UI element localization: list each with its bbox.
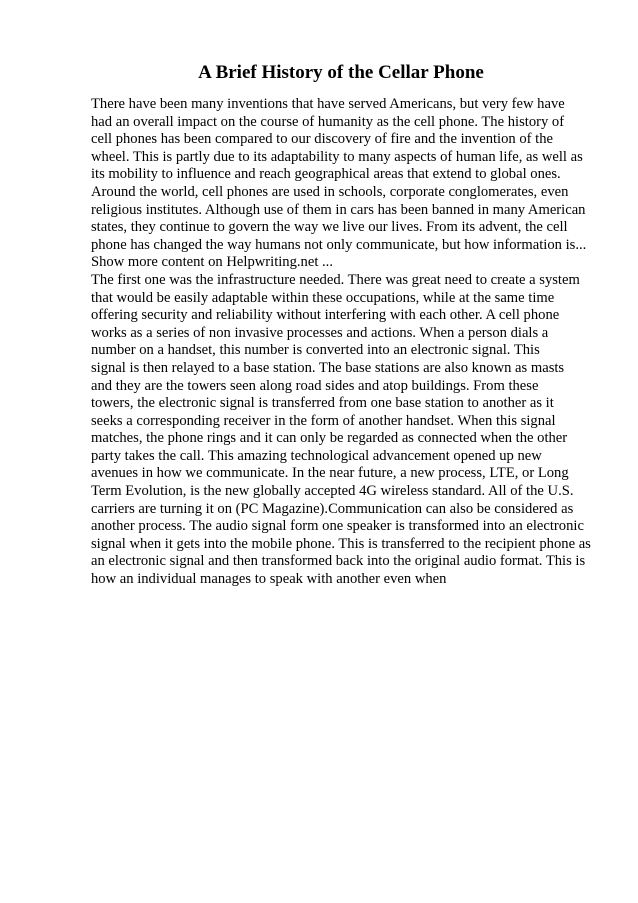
body-line: number on a handset, this number is converted into an electronic signal. This xyxy=(91,342,540,359)
document-body xyxy=(91,96,611,589)
show-more-line: Show more content on Helpwriting.net ... xyxy=(91,254,333,271)
body-line: and they are the towers seen along road sides and atop buildings. From these xyxy=(91,377,539,394)
body-line: signal when it gets into the mobile phone. This is transferred to the recipient phone as xyxy=(91,535,591,552)
body-line: carriers are turning it on (PC Magazine).Communication can also be considered as xyxy=(91,500,574,517)
body-line: that would be easily adaptable within these occupations, while at the same time xyxy=(91,289,555,306)
body-line: cell phones has been compared to our discovery of fire and the invention of the xyxy=(91,131,553,148)
body-line: There have been many inventions that have served Americans, but very few have xyxy=(91,96,565,112)
body-line: works as a series of non invasive processes and actions. When a person dials a xyxy=(91,324,549,341)
body-line: another process. The audio signal form one speaker is transformed into an electronic xyxy=(91,518,584,535)
body-line: Term Evolution, is the new globally accepted 4G wireless standard. All of the U.S. xyxy=(91,483,574,500)
body-line: states, they continue to govern the way we live our lives. From its advent, the cell xyxy=(91,219,568,236)
body-line: The first one was the infrastructure needed. There was great need to create a system xyxy=(91,271,580,288)
body-line: signal is then relayed to a base station. The base stations are also known as masts xyxy=(91,359,565,376)
body-line: wheel. This is partly due to its adaptability to many aspects of human life, as well as xyxy=(91,148,583,165)
body-line: phone has changed the way humans not only communicate, but how information is... xyxy=(91,236,587,253)
body-line: its mobility to influence and reach geographical areas that extend to global ones. xyxy=(91,166,561,183)
body-line: party takes the call. This amazing technological advancement opened up new xyxy=(91,447,542,464)
body-line: how an individual manages to speak with another even when xyxy=(91,571,447,588)
body-line: religious institutes. Although use of them in cars has been banned in many American xyxy=(91,201,586,218)
body-line: seeks a corresponding receiver in the form of another handset. When this signal xyxy=(91,412,556,429)
body-line: offering security and reliability without interfering with each other. A cell phone xyxy=(91,307,560,324)
body-line: Around the world, cell phones are used in schools, corporate conglomerates, even xyxy=(91,183,569,200)
body-line: had an overall impact on the course of humanity as the cell phone. The history of xyxy=(91,113,565,130)
body-line: towers, the electronic signal is transferred from one base station to another as it xyxy=(91,395,554,412)
body-line: avenues in how we communicate. In the near future, a new process, LTE, or Long xyxy=(91,465,569,482)
document-title: A Brief History of the Cellar Phone xyxy=(198,62,484,83)
body-line: matches, the phone rings and it can only be regarded as connected when the other xyxy=(91,430,568,447)
body-line: an electronic signal and then transformed back into the original audio format. This is xyxy=(91,553,586,570)
